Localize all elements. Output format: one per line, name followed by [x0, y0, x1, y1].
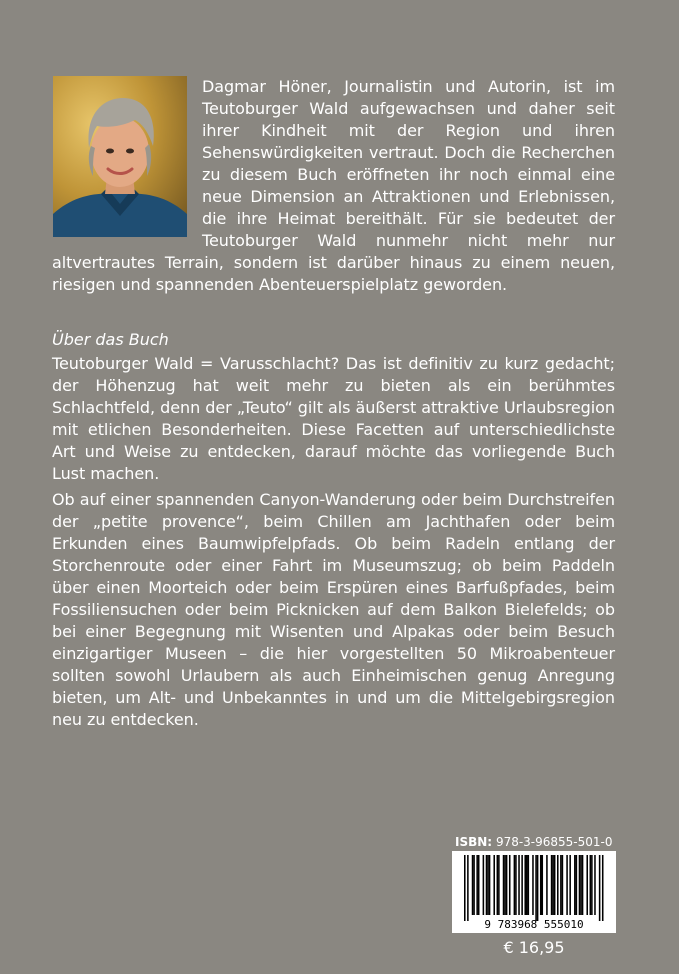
- isbn-number: 978-3-96855-501-0: [495, 835, 613, 849]
- author-bio-text: Dagmar Höner, Journalistin und Autorin, ist im Teutoburger Wald aufgewachsen und daher seit ihrer Kindheit mit der Region und ihren Sehenswürdigkeiten vertraut. Doch die Recherchen zu diesem Buch eröffneten ihr noch einmal eine neue Dimension an Attraktionen und Erlebnissen, die ihre Heimat bereithält. Für sie bedeutet der Teutoburger Wald nunmehr nicht mehr nur altvertrautes Terrain, sondern ist darüber hinaus zu einem neuen, riesigen und spannenden Abenteuerspielplatz geworden.: [52, 77, 615, 294]
- barcode-bar: [498, 855, 500, 915]
- barcode-bar: [546, 855, 548, 915]
- barcode-bar: [473, 855, 475, 915]
- author-bio: [52, 76, 615, 296]
- isbn: [455, 834, 615, 850]
- barcode-bar: [509, 855, 511, 915]
- barcode-bar: [586, 855, 588, 915]
- barcode-bar: [562, 855, 564, 915]
- barcode-digits: 9 783968 555010: [484, 918, 584, 931]
- isbn-label: ISBN:: [455, 835, 493, 849]
- about-title: Über das Buch: [52, 330, 169, 349]
- barcode-bar: [483, 855, 485, 915]
- barcode-bar: [478, 855, 480, 915]
- barcode-bar: [532, 855, 534, 915]
- barcode-bar: [579, 855, 581, 915]
- barcode-bar: [542, 855, 544, 915]
- barcode-bar: [524, 855, 526, 915]
- barcode-bar: [591, 855, 593, 915]
- barcode-bars: [464, 855, 604, 921]
- barcode-bar: [506, 855, 508, 915]
- barcode-bar: [487, 855, 489, 915]
- barcode-bar: [493, 855, 495, 915]
- barcode-bar: [560, 855, 562, 915]
- barcode-bar: [602, 855, 604, 921]
- barcode-bar: [594, 855, 596, 915]
- photo-spacer: [52, 76, 202, 239]
- barcode-bar: [486, 855, 488, 915]
- barcode-bar: [540, 855, 542, 915]
- barcode-bar: [514, 855, 516, 915]
- barcode-bar: [489, 855, 491, 915]
- barcode-bar: [464, 855, 466, 921]
- barcode-bar: [521, 855, 523, 915]
- barcode-bar: [503, 855, 505, 915]
- barcode-bar: [554, 855, 556, 915]
- barcode-bar: [590, 855, 592, 915]
- barcode-bar: [576, 855, 578, 915]
- barcode-bar: [599, 855, 601, 921]
- barcode-bar: [467, 855, 469, 921]
- barcode-bar: [537, 855, 539, 921]
- barcode-bar: [557, 855, 559, 915]
- barcode-bar: [580, 855, 582, 915]
- barcode-bar: [472, 855, 474, 915]
- about-paragraph-2: Ob auf einer spannenden Canyon-Wanderung oder beim Durchstreifen der „petite provence“, beim Chillen am Jachthafen oder beim Erkunden eines Baumwipfelpfads. Ob beim Radeln entlang der Storchenroute oder einer Fahrt im Museumszug; ob beim Paddeln über einen Moorteich oder beim Erspüren eines Barfußpfades, beim Fossiliensuchen oder beim Picknicken auf dem Balkon Bielefelds; ob bei einer Begegnung mit Wisenten und Alpakas oder beim Besuch einzigartiger Museen – die hier vorgestellten 50 Mikroabenteuer sollten sowohl Urlaubern als auch Einheimischen genug Anregung bieten, um Alt- und Unbekanntes in und um die Mittelgebirgsregion neu zu entdecken.: [52, 490, 615, 729]
- barcode-bar: [551, 855, 553, 915]
- about-paragraph-1: Teutoburger Wald = Varusschlacht? Das ist definitiv zu kurz gedacht; der Höhenzug hat weit mehr zu bieten als ein berühmtes Schlachtfeld, denn der „Teuto“ gilt als äußerst attraktive Urlaubsregion mit etlichen Besonderheiten. Diese Facetten auf unterschiedlichste Art und Weise zu entdecken, darauf möchte das vorliegende Buch Lust machen.: [52, 354, 615, 483]
- barcode-bar: [582, 855, 584, 915]
- price: € 16,95: [503, 938, 565, 957]
- barcode-bar: [515, 855, 517, 915]
- barcode-bar: [497, 855, 499, 915]
- barcode: [452, 851, 616, 933]
- barcode-bar: [552, 855, 554, 915]
- barcode-bar: [518, 855, 520, 915]
- barcode-bar: [535, 855, 537, 921]
- barcode-bar: [504, 855, 506, 915]
- barcode-bar: [476, 855, 478, 915]
- barcode-icon: [452, 851, 616, 933]
- barcode-bar: [526, 855, 528, 915]
- barcode-bar: [566, 855, 568, 915]
- barcode-bar: [574, 855, 576, 915]
- barcode-bar: [569, 855, 571, 915]
- barcode-bar: [528, 855, 530, 915]
